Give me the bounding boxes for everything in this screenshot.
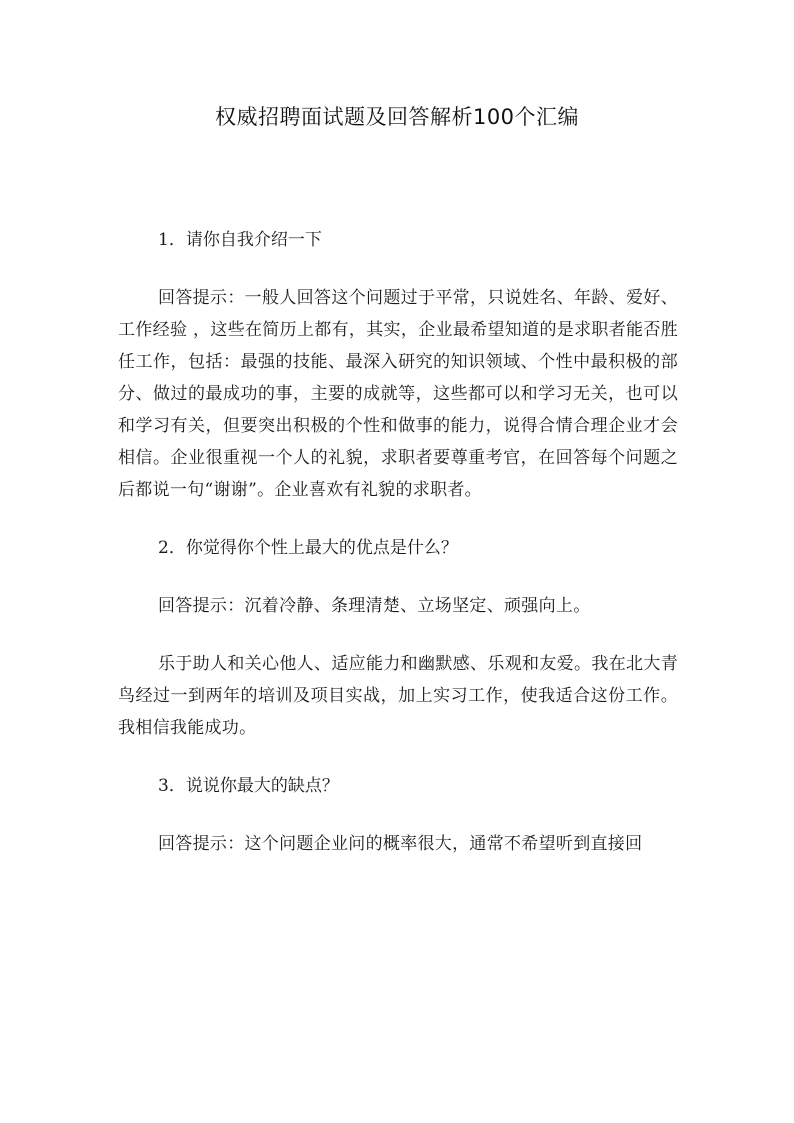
question-3: 3．说说你最大的缺点？	[158, 776, 339, 796]
question-1: 1．请你自我介绍一下	[158, 230, 322, 250]
document-title: 权威招聘面试题及回答解析100个汇编	[214, 105, 580, 129]
answer-1-paragraph-1: 回答提示：一般人回答这个问题过于平常，只说姓名、年龄、爱好、工作经验 ，这些在简历上都有，其实，企业最希望知道的是求职者能否胜任工作，包括：最强的技能、最深入研究的知识领域、个性中最积极的部分、做过的最成功的事，主要的成就等，这些都可以和学习无关，也可以和学习有关，但要突出积极的个性和做事的能力，说得合情合理企业才会相信。企业很重视一个人的礼貌，求职者要尊重考官，在回答每个问题之后都说一句“谢谢”。企业喜欢有礼貌的求职者。	[118, 288, 678, 500]
question-2: 2．你觉得你个性上最大的优点是什么？	[158, 538, 458, 558]
answer-2-paragraph-2: 乐于助人和关心他人、适应能力和幽默感、乐观和友爱。我在北大青鸟经过一到两年的培训及项目实战，加上实习工作，使我适合这份工作。我相信我能成功。	[118, 654, 678, 738]
answer-3-paragraph-1: 回答提示：这个问题企业问的概率很大，通常不希望听到直接回	[158, 834, 643, 854]
document-body	[118, 224, 678, 860]
answer-2-paragraph-1: 回答提示：沉着冷静、条理清楚、立场坚定、顽强向上。	[158, 596, 591, 616]
